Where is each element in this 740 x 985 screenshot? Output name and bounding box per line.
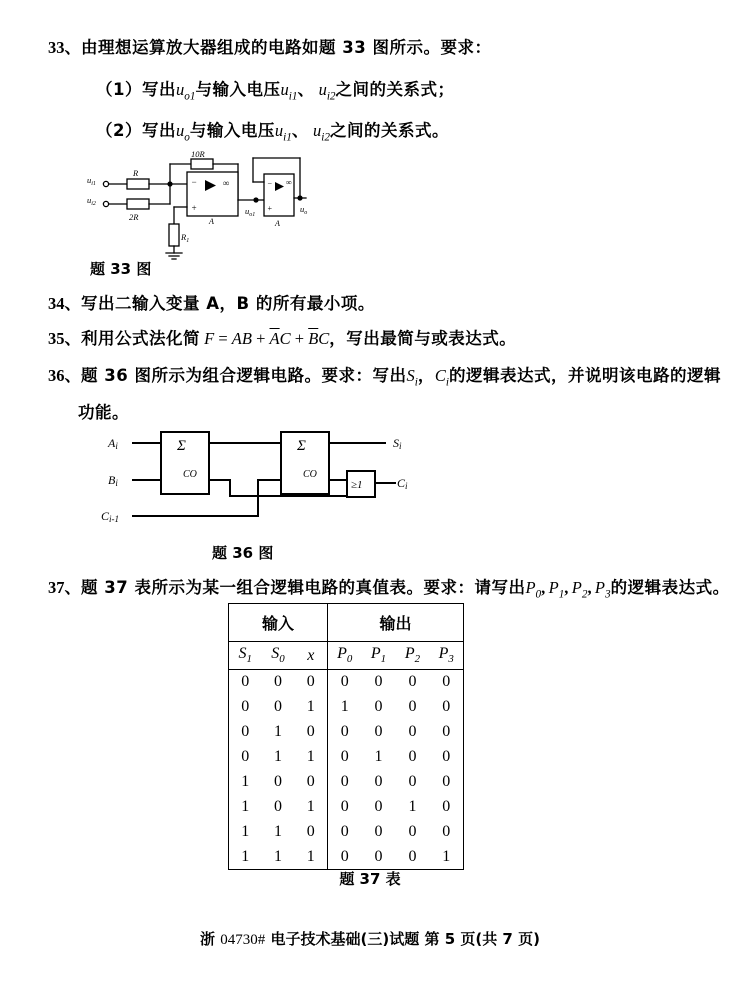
question-37-formula-list: $P_0$, $P_1$, $P_2$, $P_3$: [525, 578, 611, 601]
table-row: [229, 820, 464, 845]
sym-ui2: u: [318, 80, 327, 99]
question-34-stem: [48, 292, 375, 317]
footer-page-label: 第 5 页(共 7 页): [424, 930, 540, 948]
question-33-text: 由理想运算放大器组成的电路如题 33 图所示。要求：: [81, 38, 492, 57]
cell-input: 0: [274, 798, 282, 815]
sub-ui2: i2: [326, 90, 336, 103]
table-row: [229, 670, 464, 695]
cell-input: 0: [241, 723, 250, 740]
cell-input: 0: [274, 673, 282, 691]
cell-output: 0: [408, 723, 417, 740]
or-gate-label: ≥1: [351, 479, 363, 491]
cell-output: 0: [328, 745, 362, 770]
question-35-text-after: ，写出最简与或表达式。: [329, 329, 517, 348]
sym-ui1: u: [274, 121, 284, 140]
cell-output: 0: [374, 698, 383, 715]
cell-input: 0: [306, 673, 315, 691]
cell-input: 0: [274, 773, 282, 790]
question-34-text: 写出二输入变量 A，B 的所有最小项。: [81, 294, 375, 313]
item-text-after: 之间的关系式；: [335, 80, 455, 99]
col-header-S0: $S_0$: [262, 642, 295, 670]
opamp2-plus-icon: +: [267, 204, 273, 213]
cell-output: 0: [408, 823, 417, 840]
table-row: [229, 720, 464, 745]
col-header-x: x: [295, 642, 328, 670]
cell-output: 0: [408, 748, 417, 765]
sym-uo1: u: [175, 80, 185, 99]
question-36-number: 36、: [48, 366, 81, 385]
cell-output: 0: [408, 698, 417, 715]
cell-input: 0: [241, 698, 250, 715]
opamp1-plus-icon: +: [191, 203, 198, 213]
sym-Ci: C: [434, 366, 446, 385]
sub-Ci: i: [445, 376, 449, 389]
label-uo1: $u_{o1}$: [245, 206, 256, 218]
table-column-header-row: [229, 642, 464, 670]
cell-input: 0: [241, 673, 250, 691]
label-ui1: $u_{i1}$: [87, 175, 96, 187]
label-opamp1-A: A: [209, 217, 214, 226]
sub-uo1: o1: [184, 90, 196, 103]
item-text-after: 之间的关系式。: [329, 121, 449, 140]
sub-Si: i: [414, 376, 418, 389]
item-marker: （1）: [96, 80, 142, 99]
table-row: [229, 795, 464, 820]
question-33-item-2: [96, 119, 449, 146]
col-header-P1: $P_1$: [362, 642, 396, 670]
question-35-number: 35、: [48, 329, 81, 348]
figure-36-caption: 题 36 图: [212, 544, 274, 562]
cell-input: 1: [241, 847, 250, 865]
opamp1-minus-icon: −: [191, 177, 198, 187]
label-opamp2-A: A: [275, 219, 280, 228]
table-37-caption: 题 37 表: [339, 870, 401, 888]
cell-output: 0: [408, 847, 417, 865]
cell-output: 0: [328, 720, 362, 745]
label-input-Ai: Ai: [108, 436, 118, 451]
cell-input: 0: [274, 698, 282, 715]
cell-output: 1: [408, 798, 417, 815]
sub-ui2: i2: [321, 131, 330, 144]
item-sep: 、: [291, 121, 309, 140]
sym-ui1: u: [280, 80, 289, 99]
question-33-stem: [48, 36, 491, 61]
footer-hash: #: [257, 932, 266, 948]
col-header-S1: $S_1$: [229, 642, 262, 670]
question-36-text-a: 题 36 图所示为组合逻辑电路。要求：写出: [81, 366, 407, 385]
cell-input: 1: [306, 748, 315, 765]
cell-input: 1: [306, 798, 315, 815]
cell-output: 0: [374, 798, 383, 815]
question-35-stem: [48, 327, 516, 352]
item-text-before: 写出: [141, 121, 176, 140]
col-header-P3: $P_3$: [430, 642, 464, 670]
cell-output: 0: [374, 773, 383, 790]
adder1-carry-label: CO: [183, 469, 197, 480]
opamp1-infinity-icon: ∞: [223, 178, 230, 188]
cell-input: 0: [306, 823, 315, 840]
question-37-text-a: 题 37 表所示为某一组合逻辑电路的真值表。要求：请写出: [81, 578, 526, 597]
sub-uo: o: [184, 131, 190, 144]
cell-output: 0: [442, 698, 451, 715]
label-uo: $u_o$: [300, 204, 308, 216]
sym-ui2: u: [312, 121, 322, 140]
label-input-Ci-1: Ci-1: [101, 509, 120, 524]
label-output-Ci: Ci: [397, 476, 408, 491]
table-row: [229, 770, 464, 795]
question-36-stem-line2: 功能。: [78, 403, 129, 422]
footer-subject: 电子技术基础(三)试题: [270, 930, 420, 948]
question-37-stem: [48, 576, 730, 603]
cell-output: 0: [408, 773, 417, 790]
opamp2-infinity-icon: ∞: [286, 178, 292, 187]
sub-ui1: i1: [283, 131, 292, 144]
opamp2-minus-icon: −: [267, 179, 273, 188]
cell-output: 1: [374, 748, 383, 765]
cell-input: 1: [306, 847, 315, 865]
cell-input: 0: [241, 748, 250, 765]
cell-output: 0: [374, 723, 383, 740]
item-text-before: 写出: [141, 80, 176, 99]
question-36-text-b: 的逻辑表达式，并说明该电路的逻辑: [448, 366, 721, 385]
adder2-carry-label: CO: [303, 469, 317, 480]
table-row: [229, 745, 464, 770]
cell-input: 1: [274, 723, 282, 740]
cell-output: 0: [442, 823, 451, 840]
footer-code: 04730: [220, 932, 258, 948]
item-marker: （2）: [96, 121, 142, 140]
question-33-number: 33、: [48, 38, 81, 57]
cell-output: 0: [328, 670, 362, 695]
table-group-header-row: [229, 604, 464, 642]
cell-output: 0: [442, 773, 451, 790]
cell-input: 1: [306, 698, 315, 715]
cell-input: 1: [274, 823, 282, 840]
sub-ui1: i1: [288, 90, 298, 103]
group-header-output: 输出: [328, 604, 464, 642]
question-37-text-b: 的逻辑表达式。: [610, 578, 730, 597]
footer-province: 浙: [200, 930, 216, 948]
group-header-input: 输入: [229, 604, 328, 642]
cell-output: 0: [328, 820, 362, 845]
cell-output: 0: [328, 845, 362, 870]
cell-input: 1: [274, 748, 282, 765]
cell-output: 0: [328, 770, 362, 795]
question-36-comma: ，: [417, 366, 435, 385]
label-R1: $R_1$: [181, 232, 190, 244]
adder1-sigma-icon: Σ: [177, 438, 186, 454]
adder2-sigma-icon: Σ: [297, 438, 306, 454]
truth-table: [228, 603, 464, 870]
sym-Si: S: [406, 366, 415, 385]
cell-output: 0: [374, 673, 383, 691]
question-35-formula: F = AB + $\overline{A}C + \overline{B}C$: [204, 329, 330, 348]
cell-output: 1: [442, 847, 451, 865]
question-33-item-1: [96, 78, 455, 105]
cell-output: 1: [328, 695, 362, 720]
table-row: [229, 845, 464, 870]
cell-input: 0: [306, 773, 315, 790]
label-ui2: $u_{i2}$: [87, 195, 96, 207]
question-34-number: 34、: [48, 294, 81, 313]
page-footer: [0, 928, 740, 949]
cell-output: 0: [328, 795, 362, 820]
label-2R: 2R: [129, 212, 139, 222]
cell-output: 0: [374, 823, 383, 840]
item-text-mid: 与输入电压: [189, 121, 275, 140]
question-36-stem-line1: [48, 364, 721, 391]
question-37-number: 37、: [48, 578, 81, 597]
cell-input: 1: [274, 847, 282, 865]
label-10R: 10R: [191, 149, 205, 159]
cell-input: 1: [241, 798, 250, 815]
cell-input: 1: [241, 773, 250, 790]
label-output-Si: Si: [393, 436, 402, 451]
label-R: R: [133, 168, 139, 178]
col-header-P2: $P_2$: [396, 642, 430, 670]
figure-33-caption: 题 33 图: [90, 260, 152, 278]
item-text-mid: 与输入电压: [195, 80, 281, 99]
cell-output: 0: [442, 798, 451, 815]
cell-output: 0: [408, 673, 417, 691]
col-header-P0: $P_0$: [328, 642, 362, 670]
label-input-Bi: Bi: [108, 473, 118, 488]
cell-output: 0: [442, 748, 451, 765]
cell-output: 0: [442, 673, 451, 691]
sym-uo: u: [175, 121, 185, 140]
question-35-text-before: 利用公式法化简: [81, 329, 200, 348]
figure-36-logic-circuit: [95, 428, 415, 533]
cell-output: 0: [374, 847, 383, 865]
cell-output: 0: [442, 723, 451, 740]
cell-input: 0: [306, 723, 315, 740]
cell-input: 1: [241, 823, 250, 840]
table-row: [229, 695, 464, 720]
item-sep: 、: [297, 80, 315, 99]
figure-33-opamp-circuit: [78, 149, 308, 260]
